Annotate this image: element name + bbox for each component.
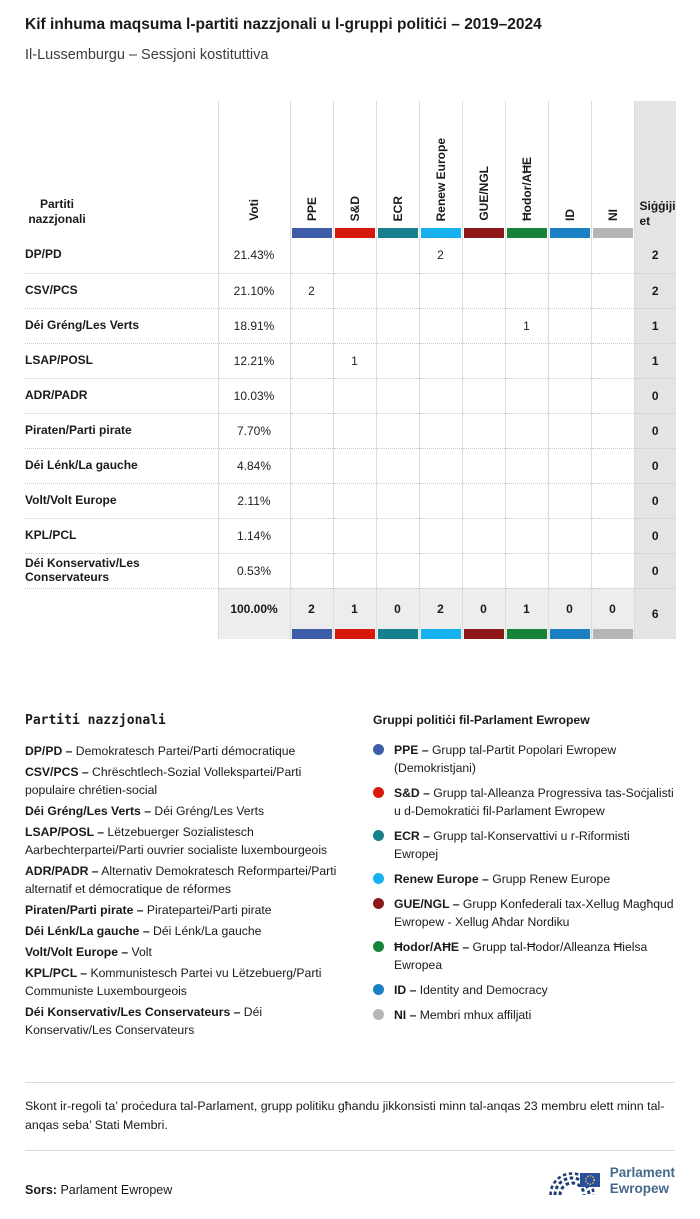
- table-row: [25, 343, 676, 378]
- total-group-2: 0: [376, 588, 419, 639]
- group-seats-cell: [376, 413, 419, 448]
- group-seats-cell: [591, 518, 634, 553]
- group-seats-cell: [419, 413, 462, 448]
- group-legend-item: [373, 870, 675, 888]
- seats-value: 0: [634, 413, 676, 448]
- group-legend-text: ECR – Grupp tal-Konservattivi u r-Riformisti Ewropej: [394, 828, 630, 861]
- total-group-6: 0: [548, 588, 591, 639]
- seats-value: 2: [634, 238, 676, 273]
- party-legend-item: DP/PD – Demokratesch Partei/Parti démocratique: [25, 743, 296, 758]
- group-seats-cell: [505, 273, 548, 308]
- page-subtitle: Il-Lussemburgu – Sessjoni kostituttiva: [25, 47, 269, 63]
- voti-value: 1.14%: [218, 518, 290, 553]
- total-group-5: 1: [505, 588, 548, 639]
- total-empty-cell: [25, 588, 218, 639]
- party-name: Volt/Volt Europe: [25, 483, 218, 518]
- voti-value: 18.91%: [218, 308, 290, 343]
- group-seats-cell: [333, 238, 376, 273]
- party-legend-item: Déi Lénk/La gauche – Déi Lénk/La gauche: [25, 923, 262, 938]
- group-color-bar: [421, 629, 461, 639]
- divider-top: [25, 1082, 675, 1083]
- group-seats-cell: [505, 378, 548, 413]
- group-color-bar: [550, 629, 590, 639]
- group-seats-cell: [591, 553, 634, 588]
- total-group-4: 0: [462, 588, 505, 639]
- group-color-bar: [421, 228, 461, 238]
- group-seats-cell: [376, 448, 419, 483]
- group-seats-cell: [548, 378, 591, 413]
- table-row: [25, 378, 676, 413]
- group-seats-cell: [505, 448, 548, 483]
- party-legend-item: Volt/Volt Europe – Volt: [25, 944, 152, 959]
- group-seats-cell: [376, 518, 419, 553]
- footnote: Skont ir-regoli ta’ proċedura tal-Parlament, grupp politiku għandu jikkonsisti minn tal-anqas 23 membru elett minn tal-anqas seba’ Stati Membri.: [25, 1099, 665, 1132]
- group-seats-cell: [290, 308, 333, 343]
- col-header-group-0: [290, 101, 333, 238]
- group-color-dot: [373, 898, 384, 909]
- ep-logo-line2: Ewropew: [609, 1181, 669, 1197]
- group-seats-cell: [376, 378, 419, 413]
- party-name: Déi Lénk/La gauche: [25, 448, 218, 483]
- group-label: Ħodor/AĦE: [519, 157, 534, 221]
- group-color-dot: [373, 830, 384, 841]
- group-seats-cell: [548, 238, 591, 273]
- party-name: Piraten/Parti pirate: [25, 413, 218, 448]
- group-seats-cell: [419, 308, 462, 343]
- divider-bottom: [25, 1150, 675, 1151]
- party-legend-item: CSV/PCS – Chrëschtlech-Sozial Vollekspartei/Parti populaire chrétien-social: [25, 764, 302, 797]
- group-seats-cell: [591, 483, 634, 518]
- col-header-group-3: [419, 101, 462, 238]
- group-seats-cell: [290, 343, 333, 378]
- group-legend-item: [373, 827, 675, 863]
- group-seats-cell: [333, 273, 376, 308]
- group-seats-cell: [505, 343, 548, 378]
- party-legend-item: Déi Gréng/Les Verts – Déi Gréng/Les Verts: [25, 803, 265, 818]
- group-color-bar: [335, 228, 375, 238]
- ep-logo-line1: Parlament: [609, 1165, 675, 1181]
- group-legend-text: GUE/NGL – Grupp Konfederali tax-Xellug Magħqud Ewropew - Xellug Aħdar Nordiku: [394, 896, 674, 929]
- group-seats-cell: [591, 343, 634, 378]
- group-seats-cell: [376, 343, 419, 378]
- group-seats-cell: [462, 483, 505, 518]
- source-label: Sors:: [25, 1183, 57, 1198]
- voti-value: 2.11%: [218, 483, 290, 518]
- group-seats-cell: [591, 308, 634, 343]
- voti-value: 7.70%: [218, 413, 290, 448]
- group-seats-cell: [376, 483, 419, 518]
- col-header-group-7: [591, 101, 634, 238]
- col-header-group-2: [376, 101, 419, 238]
- voti-value: 21.43%: [218, 238, 290, 273]
- group-color-bar: [292, 228, 332, 238]
- group-legend-list: [373, 741, 675, 1025]
- ep-logo: [549, 1161, 675, 1201]
- legend-parties: [25, 713, 373, 1043]
- group-seats-cell: [376, 273, 419, 308]
- group-seats-cell: [505, 238, 548, 273]
- party-legend-item: Piraten/Parti pirate – Piratepartei/Parti pirate: [25, 902, 272, 917]
- group-legend-text: PPE – Grupp tal-Partit Popolari Ewropew (Demokristjani): [394, 742, 617, 775]
- group-seats-cell: [419, 553, 462, 588]
- total-group-3: 2: [419, 588, 462, 639]
- group-seats-cell: [419, 273, 462, 308]
- legend-groups: [373, 713, 675, 1043]
- seats-value: 0: [634, 518, 676, 553]
- party-name: Déi Konservativ/Les Conservateurs: [25, 553, 218, 588]
- group-color-dot: [373, 984, 384, 995]
- group-seats-cell: [591, 378, 634, 413]
- group-seats-cell: 1: [333, 343, 376, 378]
- ep-hemicycle-icon: [549, 1161, 601, 1201]
- group-legend-item: [373, 938, 675, 974]
- group-color-dot: [373, 941, 384, 952]
- group-seats-cell: [376, 308, 419, 343]
- group-seats-cell: [376, 553, 419, 588]
- group-seats-cell: [290, 378, 333, 413]
- table-row: [25, 448, 676, 483]
- group-seats-cell: [505, 553, 548, 588]
- group-seats-cell: [290, 448, 333, 483]
- group-seats-cell: [548, 483, 591, 518]
- party-legend-item: Déi Konservativ/Les Conservateurs – Déi Konservativ/Les Conservateurs: [25, 1005, 263, 1038]
- group-seats-cell: [591, 273, 634, 308]
- group-seats-cell: [548, 553, 591, 588]
- group-seats-cell: [505, 413, 548, 448]
- group-seats-cell: [548, 448, 591, 483]
- group-seats-cell: [290, 553, 333, 588]
- group-seats-cell: [419, 518, 462, 553]
- group-seats-cell: [591, 238, 634, 273]
- group-seats-cell: [462, 308, 505, 343]
- group-color-bar: [507, 228, 547, 238]
- voti-value: 0.53%: [218, 553, 290, 588]
- group-legend-text: Ħodor/AĦE – Grupp tal-Ħodor/Alleanza Ħielsa Ewropea: [394, 939, 648, 972]
- group-seats-cell: [419, 448, 462, 483]
- group-seats-cell: [548, 518, 591, 553]
- seats-value: 0: [634, 448, 676, 483]
- group-seats-cell: [419, 343, 462, 378]
- group-color-bar: [593, 629, 633, 639]
- group-color-bar: [464, 228, 504, 238]
- group-color-dot: [373, 873, 384, 884]
- group-seats-cell: [290, 518, 333, 553]
- group-color-bar: [593, 228, 633, 238]
- party-name: DP/PD: [25, 238, 218, 273]
- group-legend-text: NI – Membri mhux affiljati: [394, 1008, 532, 1023]
- table-row: [25, 238, 676, 273]
- group-label: Renew Europe: [433, 137, 448, 221]
- eu-flag-icon: [580, 1173, 600, 1187]
- group-seats-cell: [591, 448, 634, 483]
- table-row: [25, 518, 676, 553]
- group-seats-cell: [333, 483, 376, 518]
- seats-value: 1: [634, 308, 676, 343]
- party-name: CSV/PCS: [25, 273, 218, 308]
- total-group-1: 1: [333, 588, 376, 639]
- group-legend-item: [373, 1006, 675, 1024]
- total-row: [25, 588, 676, 639]
- voti-value: 12.21%: [218, 343, 290, 378]
- party-legend-list: [25, 742, 351, 1040]
- seats-value: 1: [634, 343, 676, 378]
- group-seats-cell: [462, 273, 505, 308]
- group-seats-cell: [290, 483, 333, 518]
- group-color-dot: [373, 1009, 384, 1020]
- group-seats-cell: [376, 238, 419, 273]
- col-header-voti: Voti: [218, 101, 290, 238]
- group-seats-cell: [462, 553, 505, 588]
- group-seats-cell: [548, 273, 591, 308]
- group-seats-cell: [333, 378, 376, 413]
- group-color-bar: [378, 629, 418, 639]
- ep-logo-text: [610, 1165, 675, 1197]
- group-legend-item: [373, 784, 675, 820]
- legend-parties-header: Partiti nazzjonali: [25, 712, 166, 728]
- source-line: [25, 1183, 172, 1197]
- group-color-bar: [464, 629, 504, 639]
- group-color-bar: [292, 629, 332, 639]
- seats-value: 0: [634, 553, 676, 588]
- voti-value: 21.10%: [218, 273, 290, 308]
- group-seats-cell: [333, 413, 376, 448]
- party-name: LSAP/POSL: [25, 343, 218, 378]
- party-legend-item: ADR/PADR – Alternativ Demokratesch Reformpartei/Parti alternatif et démocratique de réformes: [25, 863, 337, 896]
- group-seats-cell: [419, 378, 462, 413]
- voti-value: 10.03%: [218, 378, 290, 413]
- seats-value: 0: [634, 483, 676, 518]
- table-row: [25, 273, 676, 308]
- group-label: GUE/NGL: [476, 166, 491, 221]
- col-header-party: Partiti nazzjonali: [28, 196, 86, 227]
- group-color-bar: [335, 629, 375, 639]
- group-seats-cell: 2: [419, 238, 462, 273]
- col-header-seats: Siġġijiet: [634, 101, 676, 238]
- group-color-dot: [373, 787, 384, 798]
- group-label: PPE: [304, 196, 319, 221]
- table-row: [25, 553, 676, 588]
- col-header-group-6: [548, 101, 591, 238]
- group-color-bar: [550, 228, 590, 238]
- group-color-dot: [373, 744, 384, 755]
- party-legend-item: LSAP/POSL – Lëtzebuerger Sozialistesch Aarbechterpartei/Parti ouvrier socialiste luxembourgeois: [25, 824, 328, 857]
- group-legend-text: S&D – Grupp tal-Alleanza Progressiva tas-Soċjalisti u d-Demokratiċi fil-Parlament Ewropew: [394, 785, 674, 818]
- group-seats-cell: [505, 483, 548, 518]
- legend-section: [25, 713, 675, 1043]
- group-seats-cell: [462, 413, 505, 448]
- col-header-group-5: [505, 101, 548, 238]
- col-header-group-4: [462, 101, 505, 238]
- group-legend-item: [373, 895, 675, 931]
- group-seats-cell: [333, 518, 376, 553]
- table-row: [25, 483, 676, 518]
- group-seats-cell: [419, 483, 462, 518]
- total-voti: 100.00%: [218, 588, 290, 639]
- group-seats-cell: [591, 413, 634, 448]
- group-legend-item: [373, 741, 675, 777]
- group-label: ID: [562, 209, 577, 221]
- group-seats-cell: [333, 553, 376, 588]
- party-name: KPL/PCL: [25, 518, 218, 553]
- group-legend-text: Renew Europe – Grupp Renew Europe: [394, 871, 611, 886]
- total-group-7: 0: [591, 588, 634, 639]
- seats-value: 0: [634, 378, 676, 413]
- results-table: [25, 101, 676, 639]
- group-seats-cell: [333, 308, 376, 343]
- table-row: [25, 308, 676, 343]
- group-label: ECR: [390, 195, 405, 221]
- seats-value: 2: [634, 273, 676, 308]
- group-seats-cell: [548, 413, 591, 448]
- group-color-bar: [507, 629, 547, 639]
- group-seats-cell: 2: [290, 273, 333, 308]
- total-seats: 6: [634, 588, 676, 639]
- group-legend-item: [373, 981, 675, 999]
- group-color-bar: [378, 228, 418, 238]
- group-label: NI: [605, 209, 620, 221]
- total-group-0: 2: [290, 588, 333, 639]
- col-header-group-1: [333, 101, 376, 238]
- party-legend-item: KPL/PCL – Kommunistesch Partei vu Lëtzebuerg/Parti Communiste Luxembourgeois: [25, 966, 322, 999]
- group-seats-cell: [462, 518, 505, 553]
- footer: [25, 1161, 675, 1201]
- group-label: S&D: [347, 195, 362, 221]
- group-seats-cell: [290, 238, 333, 273]
- group-seats-cell: [290, 413, 333, 448]
- group-legend-text: ID – Identity and Democracy: [394, 983, 548, 998]
- table-row: [25, 413, 676, 448]
- voti-value: 4.84%: [218, 448, 290, 483]
- group-seats-cell: [548, 308, 591, 343]
- group-seats-cell: [462, 343, 505, 378]
- group-seats-cell: [505, 518, 548, 553]
- group-seats-cell: [333, 448, 376, 483]
- party-name: Déi Gréng/Les Verts: [25, 308, 218, 343]
- group-seats-cell: [462, 238, 505, 273]
- party-name: ADR/PADR: [25, 378, 218, 413]
- group-seats-cell: [548, 343, 591, 378]
- source-value: Parlament Ewropew: [60, 1183, 173, 1198]
- page-title: Kif inhuma maqsuma l-partiti nazzjonali u l-gruppi politiċi – 2019–2024: [25, 16, 542, 33]
- group-seats-cell: 1: [505, 308, 548, 343]
- legend-groups-header: Gruppi politiċi fil-Parlament Ewropew: [373, 712, 590, 727]
- group-seats-cell: [462, 378, 505, 413]
- group-seats-cell: [462, 448, 505, 483]
